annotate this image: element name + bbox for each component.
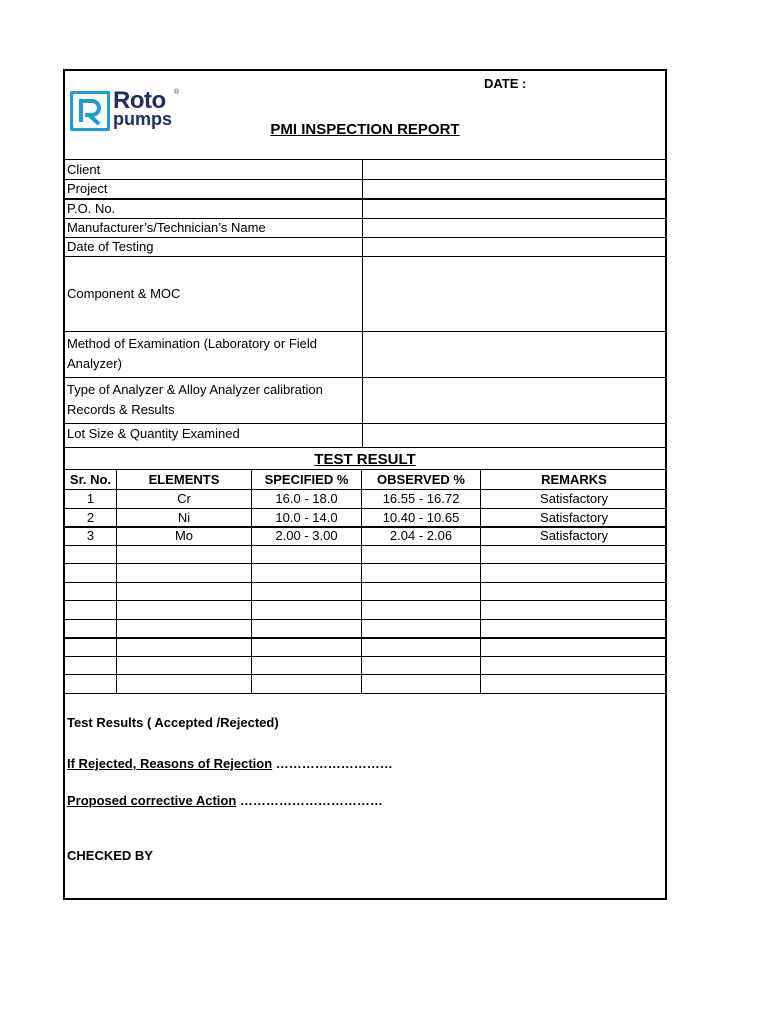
table-cell: 10.40 - 10.65 [382,510,460,525]
table-cell: 2 [86,510,95,525]
col-header-remarks: REMARKS [541,472,607,487]
field-analyzer-line1: Type of Analyzer & Alloy Analyzer calibration [67,382,323,397]
rejection-reason-label: If Rejected, Reasons of Rejection [67,756,273,771]
logo-registered-mark: ® [174,89,180,96]
table-cell: Mo [174,528,194,543]
field-method-line2: Analyzer) [67,356,122,371]
table-cell: 3 [86,528,95,543]
checked-by-label: CHECKED BY [67,848,153,863]
field-po-no: P.O. No. [67,201,116,216]
table-cell: 1 [86,491,95,506]
corrective-action-line [67,791,383,810]
col-header-elements: ELEMENTS [148,472,220,487]
table-cell: Cr [177,491,191,506]
inspection-report-sheet [63,69,667,900]
table-cell: 10.0 - 14.0 [275,510,338,525]
field-lot-size: Lot Size & Quantity Examined [67,426,240,441]
field-client: Client [67,162,101,177]
date-label: DATE : [484,76,527,91]
table-cell: 16.0 - 18.0 [275,491,338,506]
table-cell: 2.00 - 3.00 [275,528,338,543]
col-header-observed: OBSERVED % [377,472,465,487]
table-cell: 2.04 - 2.06 [389,528,453,543]
rejection-reason-line [67,754,393,773]
test-result-heading: TEST RESULT [314,451,416,468]
col-header-specified: SPECIFIED % [264,472,349,487]
table-cell: Satisfactory [540,528,608,543]
corrective-action-label: Proposed corrective Action [67,793,237,808]
report-title: PMI INSPECTION REPORT [270,121,460,138]
field-method-line1: Method of Examination (Laboratory or Field [67,336,318,351]
test-results-accepted-rejected: Test Results ( Accepted /Rejected) [67,715,279,730]
table-cell: Satisfactory [540,510,608,525]
col-header-sr-no: Sr. No. [69,472,112,487]
field-analyzer-line2: Records & Results [67,402,175,417]
table-cell: Ni [177,510,191,525]
logo-text-roto: Roto [113,87,166,114]
logo-text-pumps: pumps [113,109,173,129]
rejection-reason-dots: ……………………… [272,756,393,771]
corrective-action-dots: …………………………… [236,793,383,808]
field-technician-name: Manufacturer’s/Technician’s Name [67,220,266,235]
field-component-moc: Component & MOC [67,286,181,301]
field-date-of-testing: Date of Testing [67,239,154,254]
field-project: Project [67,181,108,196]
table-cell: Satisfactory [540,491,608,506]
table-cell: 16.55 - 16.72 [382,491,460,506]
